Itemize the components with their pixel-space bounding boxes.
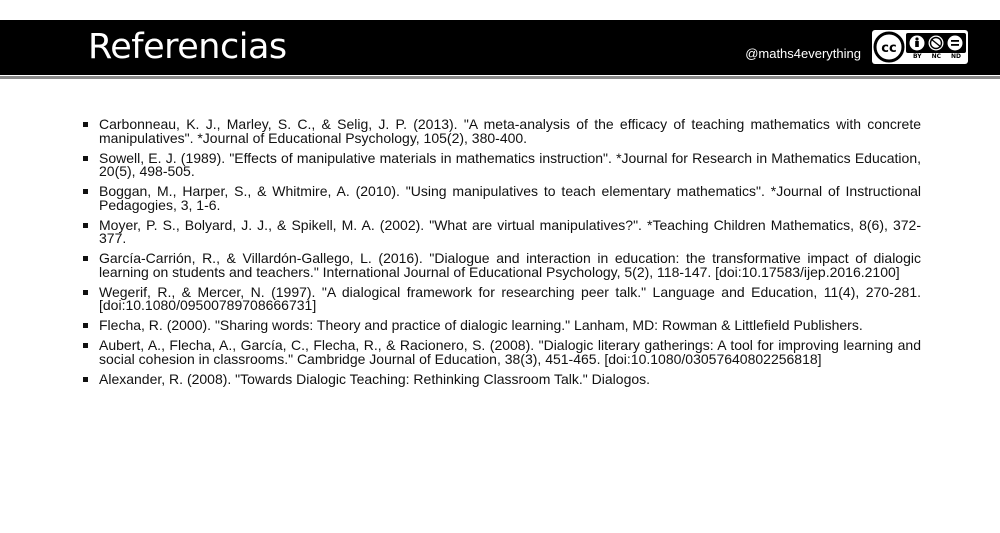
reference-text: Sowell, E. J. (1989). "Effects of manipulative materials in mathematics instruction". *Journal for Research in Mathematics Education, 20(5), 498-505.: [99, 149, 921, 179]
nc-icon: [929, 36, 944, 51]
list-item: [83, 185, 921, 212]
bullet-icon: [83, 377, 88, 382]
bullet-icon: [83, 343, 88, 348]
list-item: [83, 149, 921, 179]
reference-text: García-Carrión, R., & Villardón-Gallego, L. (2016). "Dialogue and interaction in education: the transformative impact of dialogic learning on students and teachers." International Journal of Educational Psychology, 5(2), 118-147. [doi:10.17583/ijep.2016.2100]: [99, 250, 921, 280]
cc-license-badge: [872, 30, 968, 64]
reference-text: Wegerif, R., & Mercer, N. (1997). "A dialogical framework for researching peer talk." Language and Education, 11(4), 270-281. [doi:10.1080/09500789708666731]: [99, 283, 921, 313]
reference-text: Aubert, A., Flecha, A., García, C., Flecha, R., & Racionero, S. (2008). "Dialogic literary gatherings: A tool for improving learning and social cohesion in classrooms." Cambridge Journal of Education, 38(3), 451-465. [doi:10.1080/03057640802256818]: [99, 337, 921, 367]
list-item: [83, 339, 921, 366]
list-item: [83, 370, 921, 387]
page-title: Referencias: [88, 27, 287, 67]
bullet-icon: [83, 156, 88, 161]
cc-terms: [908, 53, 966, 60]
header-divider: [0, 76, 1000, 79]
reference-text: Carbonneau, K. J., Marley, S. C., & Selig, J. P. (2013). "A meta-analysis of the efficacy of teaching mathematics with concrete manipulatives". *Journal of Educational Psychology, 105(2), 380-400.: [99, 116, 921, 146]
reference-text: Moyer, P. S., Bolyard, J. J., & Spikell, M. A. (2002). "What are virtual manipulatives?". *Teaching Children Mathematics, 8(6), 372-377.: [99, 216, 921, 246]
list-item: [83, 216, 921, 246]
bullet-icon: [83, 290, 88, 295]
list-item: [83, 319, 921, 333]
nd-icon: [948, 36, 963, 51]
bullet-icon: [83, 223, 88, 228]
reference-text: Boggan, M., Harper, S., & Whitmire, A. (2010). "Using manipulatives to teach elementary mathematics". *Journal of Instructional Pedagogies, 3, 1-6.: [99, 183, 921, 213]
by-icon: [910, 36, 925, 51]
list-item: [83, 283, 921, 313]
cc-badge-text: cc: [881, 41, 897, 56]
bullet-icon: [83, 122, 88, 127]
bullet-icon: [83, 256, 88, 261]
author-handle: @maths4everything: [745, 46, 861, 61]
list-item: [83, 252, 921, 279]
cc-term-nd: ND: [950, 53, 961, 60]
list-item: [83, 118, 921, 145]
bullet-icon: [83, 323, 88, 328]
reference-list: [83, 118, 921, 393]
reference-text: Flecha, R. (2000). "Sharing words: Theory and practice of dialogic learning." Lanham, MD: Rowman & Littlefield Publishers.: [99, 317, 863, 333]
cc-term-nc: NC: [931, 53, 941, 60]
cc-term-by: BY: [912, 53, 922, 60]
reference-text: Alexander, R. (2008). "Towards Dialogic Teaching: Rethinking Classroom Talk." Dialogos.: [99, 370, 651, 387]
bullet-icon: [83, 189, 88, 194]
